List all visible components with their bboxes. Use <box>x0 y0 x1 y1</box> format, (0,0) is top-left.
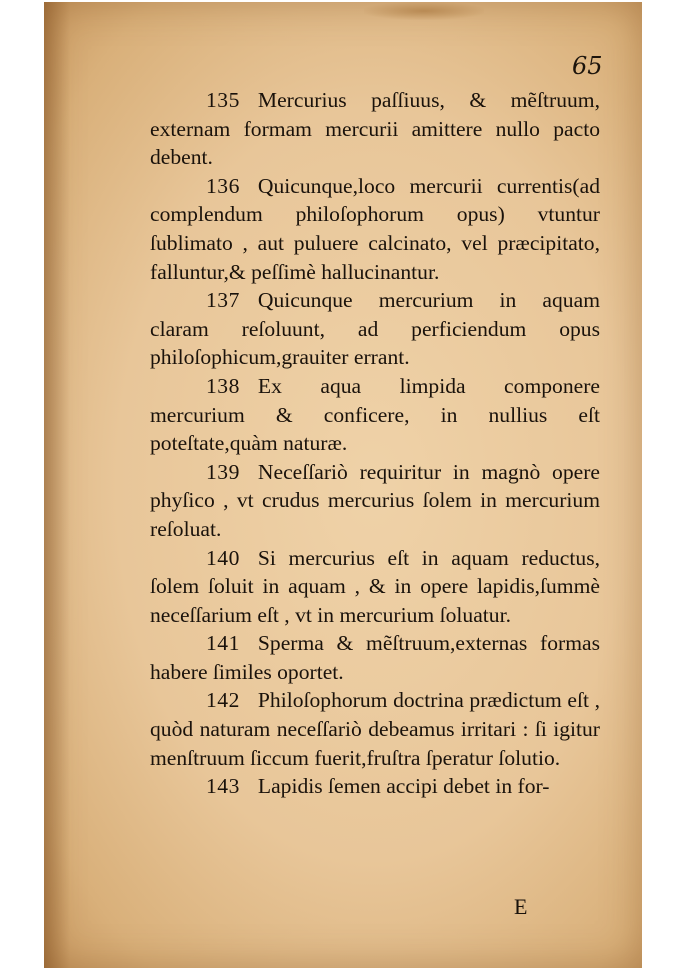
paragraph-text: Quicunque,loco mercurii currentis(ad complendum philoſophorum opus) vtuntur ſublimato , aut puluere calcinato, vel præcipitato, falluntur,& peſſimè hallucinantur. <box>150 173 600 284</box>
paragraph-number: 142 <box>206 688 240 713</box>
paragraph-138 <box>150 372 600 458</box>
text-block <box>150 86 600 801</box>
paragraph-text: Philoſophorum doctrina prædictum eſt , quòd naturam neceſſariò debeamus irritari : ſi igitur menſtruum ſiccum fuerit,fruſtra ſperatur ſolutio. <box>150 688 600 770</box>
paragraph-text: Sperma & mẽſtruum,externas formas habere ſimiles oportet. <box>150 631 600 684</box>
paragraph-text: Neceſſariò requiritur in magnò opere phyſico , vt crudus mercurius ſolem in mercurium reſoluat. <box>150 459 600 541</box>
paragraph-text: Quicunque mercurium in aquam claram reſoluunt, ad perficiendum opus philoſophicum,grauiter errant. <box>150 288 600 370</box>
paragraph-136 <box>150 172 600 286</box>
paragraph-number: 135 <box>206 88 240 112</box>
paragraph-text: Mercurius paſſiuus, & mẽſtruum, externam formam mercurii amittere nullo pacto debent. <box>150 88 600 170</box>
paragraph-139 <box>150 458 600 544</box>
paragraph-number: 138 <box>206 373 240 398</box>
paragraph-number: 139 <box>206 459 240 484</box>
paragraph-number: 143 <box>206 774 240 799</box>
paragraph-text: Si mercurius eſt in aquam reductus, ſolem ſoluit in aquam , & in opere lapidis,ſummè neceſſarium eſt , vt in mercurium ſoluatur. <box>150 545 600 627</box>
paragraph-number: 137 <box>206 288 240 313</box>
page-number: 65 <box>572 52 603 80</box>
paragraph-141 <box>150 629 600 686</box>
signature-mark: E <box>514 894 528 919</box>
paragraph-135 <box>150 86 600 172</box>
paragraph-142 <box>150 686 600 772</box>
paragraph-number: 140 <box>206 545 240 570</box>
paragraph-140 <box>150 544 600 630</box>
binding-shadow <box>44 2 70 968</box>
paragraph-number: 141 <box>206 631 240 656</box>
paragraph-143 <box>150 772 600 801</box>
paragraph-text: Ex aqua limpida componere mercurium & conficere, in nullius eſt poteſtate,quàm naturæ. <box>150 373 600 456</box>
book-page <box>44 2 642 968</box>
paragraph-number: 136 <box>206 173 240 198</box>
paragraph-137 <box>150 286 600 372</box>
paragraph-text: Lapidis ſemen accipi debet in for- <box>257 774 550 799</box>
paper-stain <box>364 2 484 20</box>
